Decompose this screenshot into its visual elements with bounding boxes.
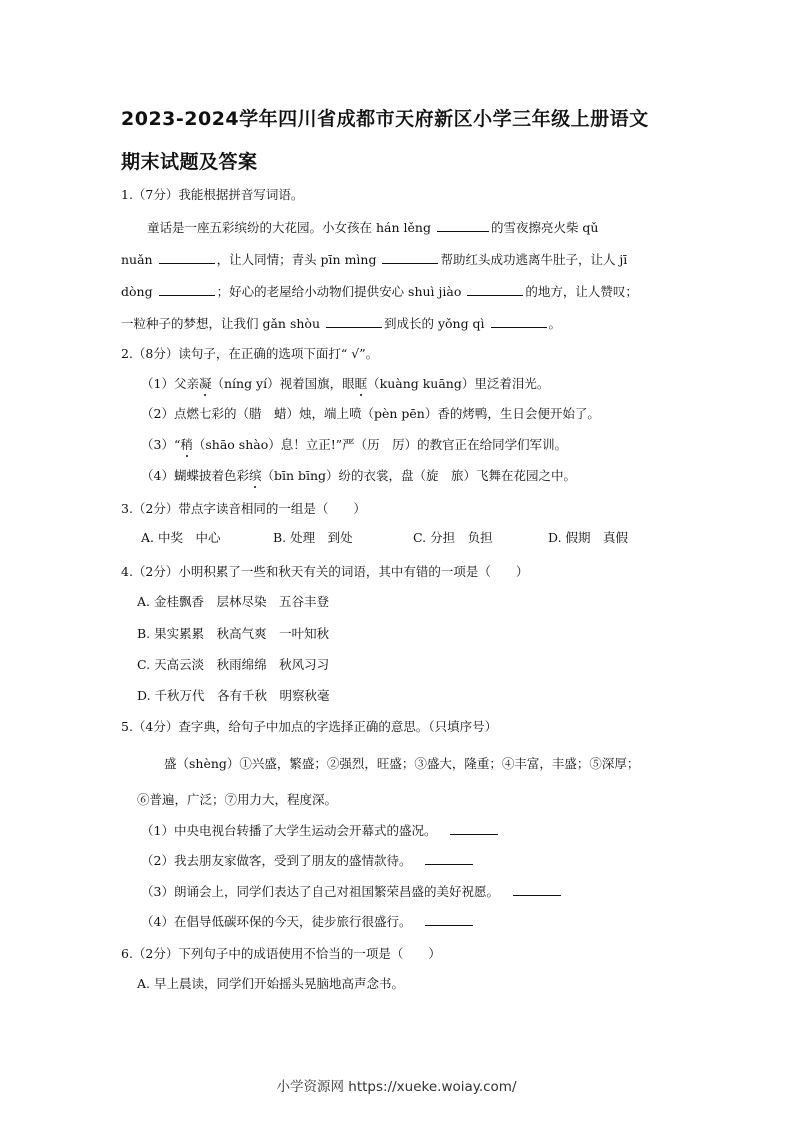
answer-blank[interactable] (491, 315, 547, 328)
question-5-sentence-4 (141, 913, 475, 930)
question-2-sentence-2: （2）点燃七彩的（腊 蜡）烛，端上喷（pèn pēn）香的烤鸭，生日会便开始了。 (141, 406, 600, 421)
question-1-stem: 1.（7分）我能根据拼音写词语。 (121, 187, 304, 202)
text: 一粒种子的梦想，让我们 gǎn shòu (121, 316, 324, 331)
answer-blank[interactable] (382, 251, 438, 264)
answer-blank[interactable] (326, 315, 382, 328)
dotted-char: 稍 (180, 437, 193, 452)
question-3-option-b[interactable]: B. 处理 到处 (273, 530, 353, 545)
question-3-stem: 3.（2分）带点字读音相同的一组是（ ） (121, 501, 366, 516)
text: 到成长的 yǒng qì (383, 316, 489, 331)
answer-blank[interactable] (467, 283, 523, 296)
question-1-line-2 (121, 251, 627, 268)
question-5-stem: 5.（4分）查字典，给句子中加点的字选择正确的意思。（只填序号） (121, 719, 498, 734)
footer-watermark[interactable]: 小学资源网 https://xueke.woiay.com/ (276, 1079, 517, 1095)
question-3-option-a[interactable]: A. 中奖 中心 (141, 530, 221, 545)
question-5-sentence-3 (141, 883, 563, 900)
question-1-line-3 (121, 283, 638, 300)
text: 童话是一座五彩缤纷的大花园。小女孩在 hán lěng (147, 220, 435, 235)
question-1-line-1 (147, 219, 598, 236)
text: （1）父亲 (141, 376, 199, 391)
question-1-line-4 (121, 315, 561, 332)
question-4-option-d[interactable]: D. 千秋万代 各有千秋 明察秋毫 (137, 688, 330, 703)
question-6-option-a[interactable]: A. 早上晨读，同学们开始摇头晃脑地高声念书。 (137, 976, 404, 991)
dictionary-definition-continued: ⑥普遍，广泛；⑦用力大，程度深。 (137, 792, 338, 807)
text: 。 (548, 316, 562, 331)
question-5-sentence-1 (141, 822, 500, 839)
text: （bīn bīng）纷的衣裳，盘（旋 旅）飞舞在花园之中。 (261, 468, 577, 483)
text: nuǎn (121, 252, 157, 267)
text: （níng yí）视着国旗，眼 (211, 376, 355, 391)
question-6-stem: 6.（2分）下列句子中的成语使用不恰当的一项是（ ） (121, 946, 441, 961)
answer-blank[interactable] (159, 251, 215, 264)
answer-blank[interactable] (450, 822, 498, 835)
dictionary-definition: 盛（shèng）①兴盛，繁盛；②强烈，旺盛；③盛大，隆重；④丰富，丰盛；⑤深厚； (164, 756, 640, 771)
text: dòng (121, 284, 157, 299)
question-2-sentence-3 (141, 437, 567, 453)
text: ；好心的老屋给小动物们提供安心 shuì jiào (216, 284, 466, 299)
question-3-option-c[interactable]: C. 分担 负担 (413, 530, 493, 545)
question-4-option-a[interactable]: A. 金桂飘香 层林尽染 五谷丰登 (137, 594, 329, 609)
question-2-sentence-1 (141, 376, 549, 392)
text: ，让人同情；青头 pīn mìng (216, 252, 381, 267)
text: （shāo shào）息！立正!”严（历 厉）的教官正在给同学们军训。 (192, 437, 568, 452)
text: 帮助红头成功逃离牛肚子，让人 jī (440, 252, 628, 267)
answer-blank[interactable] (159, 283, 215, 296)
question-3-option-d[interactable]: D. 假期 真假 (548, 530, 629, 545)
text: （3）“ (141, 437, 181, 452)
question-4-stem: 4.（2分）小明积累了一些和秋天有关的词语，其中有错的一项是（ ） (121, 564, 529, 579)
page-title-continued: 期末试题及答案 (121, 151, 258, 173)
page-title: 2023-2024学年四川省成都市天府新区小学三年级上册语文 (121, 108, 649, 130)
text: 的地方，让人赞叹； (525, 284, 638, 299)
answer-blank[interactable] (425, 913, 473, 926)
question-2-sentence-4 (141, 468, 576, 484)
answer-blank[interactable] (437, 219, 489, 232)
text: 的雪夜擦亮火柴 qǔ (490, 220, 599, 235)
text: （kuàng kuāng）里泛着泪光。 (367, 376, 550, 391)
dotted-char: 眶 (354, 376, 368, 391)
text: （2）我去朋友家做客，受到了朋友的盛情款待。 (141, 853, 412, 868)
answer-blank[interactable] (425, 852, 473, 865)
question-5-sentence-2 (141, 852, 475, 869)
question-2-stem: 2.（8分）读句子，在正确的选项下面打“ √”。 (121, 346, 379, 361)
text: （1）中央电视台转播了大学生运动会开幕式的盛况。 (141, 823, 437, 838)
text: （4）蝴蝶披着色彩 (141, 468, 249, 483)
dotted-char: 凝 (198, 376, 212, 391)
text: （4）在倡导低碳环保的今天，徒步旅行很盛行。 (141, 914, 412, 929)
answer-blank[interactable] (513, 883, 561, 896)
text: （3）朗诵会上，同学们表达了自己对祖国繁荣昌盛的美好祝愿。 (141, 884, 499, 899)
question-4-option-b[interactable]: B. 果实累累 秋高气爽 一叶知秋 (137, 626, 330, 641)
dotted-char: 缤 (248, 468, 262, 483)
question-4-option-c[interactable]: C. 天高云淡 秋雨绵绵 秋风习习 (137, 657, 330, 672)
